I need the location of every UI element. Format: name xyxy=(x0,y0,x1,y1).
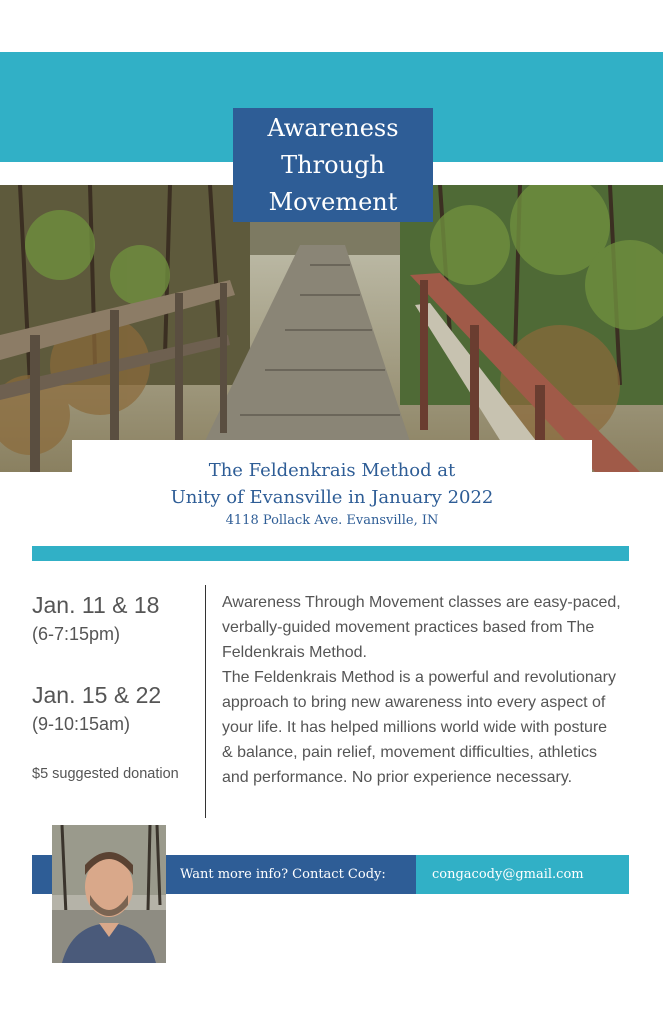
subtitle-line-2: Unity of Evansville in January 2022 xyxy=(170,487,494,508)
subtitle-box xyxy=(72,440,592,535)
session-2-dates: Jan. 15 & 22 xyxy=(32,682,162,708)
session-2-time: (9-10:15am) xyxy=(32,714,131,734)
contact-label: Want more info? Contact Cody: xyxy=(180,867,386,882)
title-line-3: Movement xyxy=(268,187,398,216)
title-box xyxy=(233,108,433,222)
boardwalk-bridge-photo xyxy=(0,185,663,472)
cody-portrait-photo xyxy=(52,825,166,963)
donation-note: $5 suggested donation xyxy=(32,766,179,782)
vertical-divider xyxy=(205,585,206,818)
title-line-1: Awareness xyxy=(267,113,399,142)
description-paragraph-2: The Feldenkrais Method is a powerful and revolutionary approach to bring new awareness into every aspect of your life. It has helped millions world wide with posture & balance, pain relief, movement difficulties, athletics and performance. No prior experience necessary. xyxy=(222,669,616,786)
description-paragraph-1: Awareness Through Movement classes are easy-paced, verbally-guided movement practices based from The Feldenkrais Method. xyxy=(222,594,621,661)
divider-teal-bar xyxy=(32,546,629,561)
session-1-time: (6-7:15pm) xyxy=(32,624,121,644)
address: 4118 Pollack Ave. Evansville, IN xyxy=(225,513,439,528)
session-1-dates: Jan. 11 & 18 xyxy=(32,592,160,618)
title-line-2: Through xyxy=(281,150,385,179)
subtitle-line-1: The Feldenkrais Method at xyxy=(208,460,456,481)
schedule xyxy=(32,590,202,782)
contact-email[interactable]: congacody@gmail.com xyxy=(416,855,629,894)
description xyxy=(222,590,622,790)
